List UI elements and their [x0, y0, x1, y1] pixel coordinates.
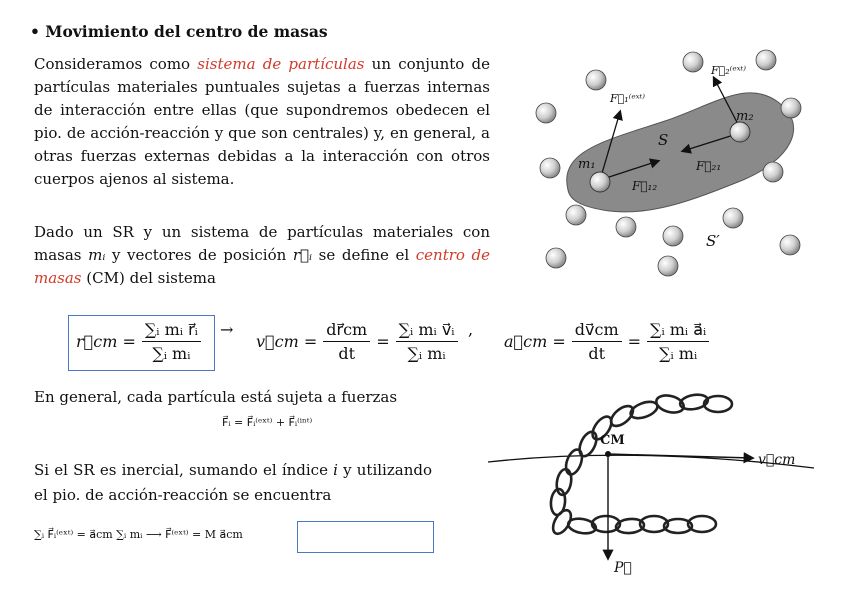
var-i: i [333, 461, 338, 479]
eq-r-cm-lhs: r⃗cm = [76, 332, 136, 351]
eq-v-cm-num: dr⃗cm [323, 320, 370, 342]
label-F1-ext: F⃗₁⁽ᵉˣᵗ⁾ [610, 92, 645, 105]
newton-cm-equation: ∑ᵢ F⃗ᵢ⁽ᵉˣᵗ⁾ = a⃗cm ∑ᵢ mᵢ ⟶ F⃗⁽ᵉˣᵗ⁾ = M a⃗cm [34, 528, 243, 541]
eq-r-cm-num: ∑ᵢ mᵢ r⃗ᵢ [142, 320, 201, 342]
eq-r-cm-frac [142, 320, 201, 363]
particle-m2 [730, 122, 750, 142]
eq-a-cm-den: dt [588, 344, 606, 363]
chain-trajectory-figure [484, 380, 834, 590]
eq-v-cm-den: dt [338, 344, 356, 363]
label-CM: CM [600, 433, 625, 448]
label-m1: m₁ [578, 157, 596, 172]
comma: , [468, 320, 474, 339]
var-m: mᵢ [88, 246, 106, 264]
system-region-blob [567, 93, 794, 212]
para2-pre: Dado un SR y un sistema de partículas materiales con masas [34, 223, 490, 264]
eq-v-cm-frac1 [323, 320, 370, 363]
term-particle-system: sistema de partículas [197, 55, 365, 73]
eq-v-cm-den2: ∑ᵢ mᵢ [407, 344, 446, 363]
particle-system-figure [528, 40, 828, 280]
paragraph-definition-cm [34, 221, 490, 290]
eq-a-cm-frac1 [572, 320, 622, 363]
velocity-cm-arrow [608, 454, 752, 458]
eq-v-cm-eq: = [376, 332, 390, 351]
label-P: P⃗ [614, 560, 632, 576]
eq-a-cm-eq: = [627, 332, 642, 351]
para3-pre: Si el SR es inercial, sumando el índice [34, 461, 334, 479]
eq-a-cm-den2: ∑ᵢ mᵢ [659, 344, 698, 363]
forces-sentence: En general, cada partícula está sujeta a fuerzas [34, 388, 398, 406]
eq-arrow [220, 320, 233, 339]
eq-v-cm-num2: ∑ᵢ mᵢ v⃗ᵢ [396, 320, 458, 342]
eq-separator [468, 320, 473, 339]
para1-post: un conjunto de partículas materiales puntuales sujetas a fuerzas internas de interacción entre ellas (que supondremos obedecen el pio. de acción-reacción y que son centrales) y, en general, a otras fuerzas externas debidas a la interacción con otros cuerpos ajenos al sistema. [34, 55, 490, 188]
para2-mid1: y vectores de posición [105, 246, 293, 264]
cm-equations [68, 312, 808, 374]
chain-links [549, 393, 732, 537]
label-S-prime: S′ [706, 232, 720, 250]
eq-v-cm-frac2 [396, 320, 458, 363]
force-decomposition-equation: F⃗ᵢ = F⃗ᵢ⁽ᵉˣᵗ⁾ + F⃗ᵢ⁽ⁱⁿᵗ⁾ [222, 416, 313, 429]
arrow-right: → [220, 320, 234, 339]
eq-r-cm-den: ∑ᵢ mᵢ [152, 344, 191, 363]
eq-r-cm [76, 320, 201, 363]
label-v-cm: v⃗cm [758, 452, 796, 468]
para3-post: y utilizando el pio. de acción-reacción se encuentra [34, 461, 432, 504]
term-center-of-mass: centro de masas [34, 246, 490, 287]
eq-a-cm-lhs: a⃗cm = [504, 332, 566, 351]
eq-a-cm-num: dv⃗cm [572, 320, 622, 342]
var-r: r⃗ᵢ [292, 246, 313, 264]
eq-a-cm [504, 320, 709, 363]
section-heading: • Movimiento del centro de masas [30, 22, 328, 41]
result-highlight-box [297, 521, 434, 553]
eq-a-cm-frac2 [647, 320, 709, 363]
eq-v-cm-lhs: v⃗cm = [256, 332, 318, 351]
paragraph-inertial [34, 458, 432, 508]
para2-mid2: se define el [312, 246, 416, 264]
label-F2-ext: F⃗₂⁽ᵉˣᵗ⁾ [711, 64, 746, 77]
particle-m1 [590, 172, 610, 192]
label-F21: F⃗₂₁ [696, 159, 722, 173]
label-S: S [658, 131, 669, 149]
para1-pre: Consideramos como [34, 55, 198, 73]
label-F12: F⃗₁₂ [632, 179, 658, 193]
para2-post: (CM) del sistema [81, 269, 216, 287]
paragraph-definition-system [34, 53, 490, 191]
label-m2: m₂ [736, 109, 754, 124]
eq-v-cm [256, 320, 458, 363]
eq-a-cm-num2: ∑ᵢ mᵢ a⃗ᵢ [647, 320, 709, 342]
